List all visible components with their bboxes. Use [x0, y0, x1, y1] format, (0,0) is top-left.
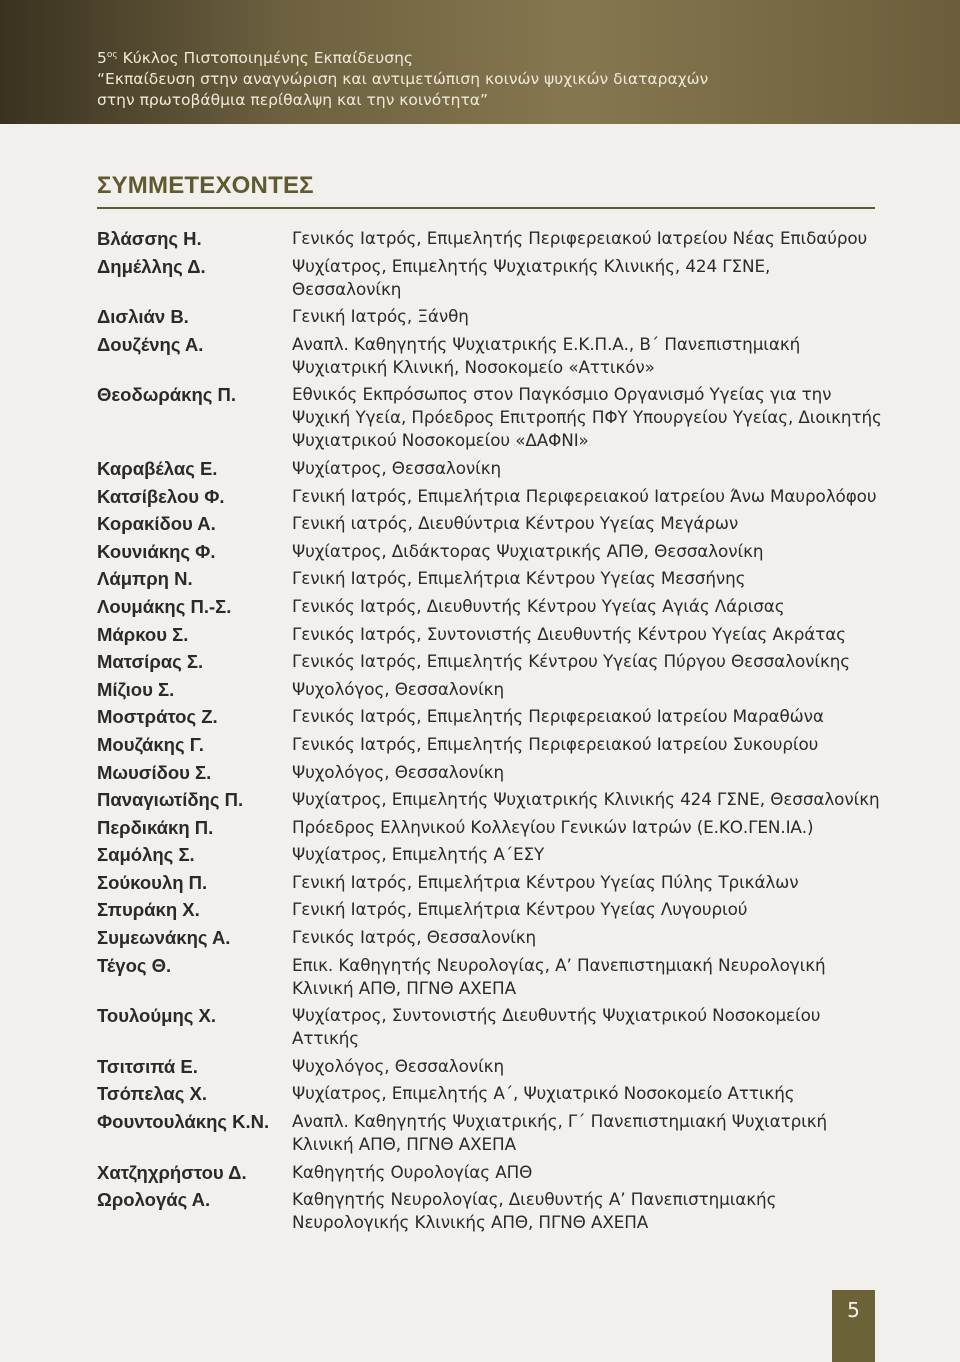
participant-role: Γενικός Ιατρός, Διευθυντής Κέντρου Υγείας Αγιάς Λάρισας [292, 595, 785, 616]
participant-name: Τέγος Θ. [97, 954, 172, 976]
participant-row [97, 595, 887, 618]
participant-row [97, 1110, 887, 1156]
participant-role: Γενική Ιατρός, Επιμελήτρια Περιφερειακού Ιατρείου Άνω Μαυρολόφου [292, 485, 877, 506]
participant-role: Πρόεδρος Ελληνικού Κολλεγίου Γενικών Ιατρών (Ε.ΚΟ.ΓΕΝ.ΙΑ.) [292, 816, 814, 837]
participant-row [97, 305, 887, 328]
participant-row [97, 926, 887, 949]
participant-row [97, 650, 887, 673]
participant-role: Γενική ιατρός, Διευθύντρια Κέντρου Υγείας Μεγάρων [292, 513, 739, 534]
participant-role: Ψυχίατρος, Επιμελητής Ψυχιατρικής Κλινικής 424 ΓΣΝΕ, Θεσσαλονίκη [292, 789, 880, 810]
participant-name: Δουζένης Α. [97, 333, 204, 355]
participant-name: Σπυράκη Χ. [97, 899, 200, 921]
participant-name: Λουμάκης Π.-Σ. [97, 595, 232, 617]
participant-role: Ψυχολόγος, Θεσσαλονίκη [292, 761, 504, 782]
participant-row [97, 954, 887, 1000]
participant-name: Ματσίρας Σ. [97, 651, 204, 673]
participant-role: Ψυχίατρος, Επιμελητής Ψυχιατρικής Κλινικής, 424 ΓΣΝΕ, Θεσσαλονίκη [292, 255, 771, 299]
participant-row [97, 705, 887, 728]
participant-name: Τουλούμης Χ. [97, 1005, 216, 1027]
participant-row [97, 898, 887, 921]
participant-role: Γενική Ιατρός, Επιμελήτρια Κέντρου Υγείας Λυγουριού [292, 899, 748, 920]
participant-name: Μίζιου Σ. [97, 678, 175, 700]
participant-row [97, 1161, 887, 1184]
participant-row [97, 255, 887, 301]
participant-row [97, 383, 887, 452]
participant-name: Δισλιάν Β. [97, 306, 189, 328]
participant-name: Παναγιωτίδης Π. [97, 789, 244, 811]
participant-name: Κορακίδου Α. [97, 513, 216, 535]
participant-name: Κατσίβελου Φ. [97, 485, 225, 507]
participant-role: Γενική Ιατρός, Ξάνθη [292, 306, 469, 327]
participant-role: Ψυχολόγος, Θεσσαλονίκη [292, 678, 504, 699]
participant-name: Φουντουλάκης Κ.Ν. [97, 1111, 270, 1133]
participant-role: Γενικός Ιατρός, Συντονιστής Διευθυντής Κέντρου Υγείας Ακράτας [292, 623, 846, 644]
participant-name: Χατζηχρήστου Δ. [97, 1161, 247, 1183]
participant-name: Τσιτσιπά Ε. [97, 1055, 198, 1077]
participant-name: Τσόπελας Χ. [97, 1083, 207, 1105]
header-text [97, 45, 708, 111]
participant-row [97, 843, 887, 866]
participant-name: Δημέλλης Δ. [97, 255, 206, 277]
participant-row [97, 1188, 887, 1234]
participant-row [97, 623, 887, 646]
participant-role: Ψυχίατρος, Διδάκτορας Ψυχιατρικής ΑΠΘ, Θεσσαλονίκη [292, 540, 764, 561]
participant-role: Ψυχίατρος, Επιμελητής Α΄ΕΣΥ [292, 844, 545, 865]
participant-role: Γενικός Ιατρός, Επιμελητής Περιφερειακού Ιατρείου Νέας Επιδαύρου [292, 228, 868, 248]
participant-row [97, 1082, 887, 1105]
participant-row [97, 761, 887, 784]
participant-role: Αναπλ. Καθηγητής Ψυχιατρικής Ε.Κ.Π.Α., Β΄ Πανεπιστημιακή Ψυχιατρική Κλινική, Νοσοκομείο «Αττικόν» [292, 333, 801, 377]
participant-name: Λάμπρη Ν. [97, 568, 193, 590]
participant-role: Γενική Ιατρός, Επιμελήτρια Κέντρου Υγείας Πύλης Τρικάλων [292, 871, 799, 892]
participant-name: Βλάσσης Η. [97, 228, 202, 249]
participant-role: Γενικός Ιατρός, Επιμελητής Κέντρου Υγείας Πύργου Θεσσαλονίκης [292, 651, 851, 672]
section-title: ΣΥΜΜΕΤΕΧΟΝΤΕΣ [97, 172, 314, 199]
participant-name: Συμεωνάκης Α. [97, 927, 231, 949]
participant-name: Σούκουλη Π. [97, 871, 208, 893]
participant-name: Περδικάκη Π. [97, 816, 214, 838]
participant-row [97, 457, 887, 480]
participant-role: Ψυχίατρος, Επιμελητής Α΄, Ψυχιατρικό Νοσοκομείο Αττικής [292, 1083, 795, 1104]
participant-row [97, 567, 887, 590]
header-line-2: “Εκπαίδευση στην αναγνώριση και αντιμετώπιση κοινών ψυχικών διαταραχών [97, 70, 709, 88]
participant-list [97, 227, 887, 1239]
participant-role: Καθηγητής Νευρολογίας, Διευθυντής Α’ Πανεπιστημιακής Νευρολογικής Κλινικής ΑΠΘ, ΠΓΝΘ ΑΧΕΠΑ [292, 1189, 777, 1233]
participant-row [97, 816, 887, 839]
section-divider [97, 207, 875, 209]
participant-name: Θεοδωράκης Π. [97, 384, 237, 406]
participant-role: Γενικός Ιατρός, Επιμελητής Περιφερειακού Ιατρείου Συκουρίου [292, 733, 819, 754]
participant-name: Μοστράτος Ζ. [97, 706, 218, 728]
participant-name: Μάρκου Σ. [97, 623, 189, 645]
participant-role: Αναπλ. Καθηγητής Ψυχιατρικής, Γ΄ Πανεπιστημιακή Ψυχιατρική Κλινική ΑΠΘ, ΠΓΝΘ ΑΧΕΠΑ [292, 1111, 828, 1155]
participant-row [97, 333, 887, 379]
participant-role: Γενικός Ιατρός, Επιμελητής Περιφερειακού Ιατρείου Μαραθώνα [292, 706, 824, 727]
participant-row [97, 227, 887, 250]
participant-row [97, 540, 887, 563]
participant-row [97, 1055, 887, 1078]
participant-name: Μουζάκης Γ. [97, 733, 204, 755]
participant-role: Καθηγητής Ουρολογίας ΑΠΘ [292, 1161, 533, 1182]
participant-row [97, 871, 887, 894]
participant-name: Σαμόλης Σ. [97, 844, 195, 866]
participant-role: Γενική Ιατρός, Επιμελήτρια Κέντρου Υγείας Μεσσήνης [292, 568, 746, 589]
page-number: 5 [832, 1290, 875, 1362]
participant-row [97, 485, 887, 508]
participant-row [97, 1004, 887, 1050]
header-line-3: στην πρωτοβάθμια περίθαλψη και την κοινότητα” [97, 91, 489, 109]
participant-role: Ψυχολόγος, Θεσσαλονίκη [292, 1055, 504, 1076]
participant-name: Καραβέλας Ε. [97, 457, 218, 479]
participant-role: Επικ. Καθηγητής Νευρολογίας, Α’ Πανεπιστημιακή Νευρολογική Κλινική ΑΠΘ, ΠΓΝΘ ΑΧΕΠΑ [292, 954, 826, 998]
cycle-title: Κύκλος Πιστοποιημένης Εκπαίδευσης [117, 49, 414, 67]
participant-role: Ψυχίατρος, Συντονιστής Διευθυντής Ψυχιατρικού Νοσοκομείου Αττικής [292, 1005, 821, 1049]
participant-row [97, 512, 887, 535]
participant-row [97, 733, 887, 756]
participant-role: Εθνικός Εκπρόσωπος στον Παγκόσμιο Οργανισμό Υγείας για την Ψυχική Υγεία, Πρόεδρος Επιτροπής ΠΦΥ Υπουργείου Υγείας, Διοικητής Ψυχιατρικού Νοσοκομείου «ΔΑΦΝΙ» [292, 384, 882, 451]
participant-name: Μωυσίδου Σ. [97, 761, 212, 783]
participant-name: Ωρολογάς Α. [97, 1189, 211, 1211]
participant-row [97, 678, 887, 701]
participant-role: Ψυχίατρος, Θεσσαλονίκη [292, 457, 502, 478]
participant-row [97, 788, 887, 811]
header-line-1 [97, 45, 708, 69]
cycle-number: 5 [97, 49, 107, 67]
participant-name: Κουνιάκης Φ. [97, 540, 216, 562]
participant-role: Γενικός Ιατρός, Θεσσαλονίκη [292, 927, 537, 948]
page-header-banner [0, 0, 960, 124]
cycle-suffix: ος [106, 50, 118, 60]
